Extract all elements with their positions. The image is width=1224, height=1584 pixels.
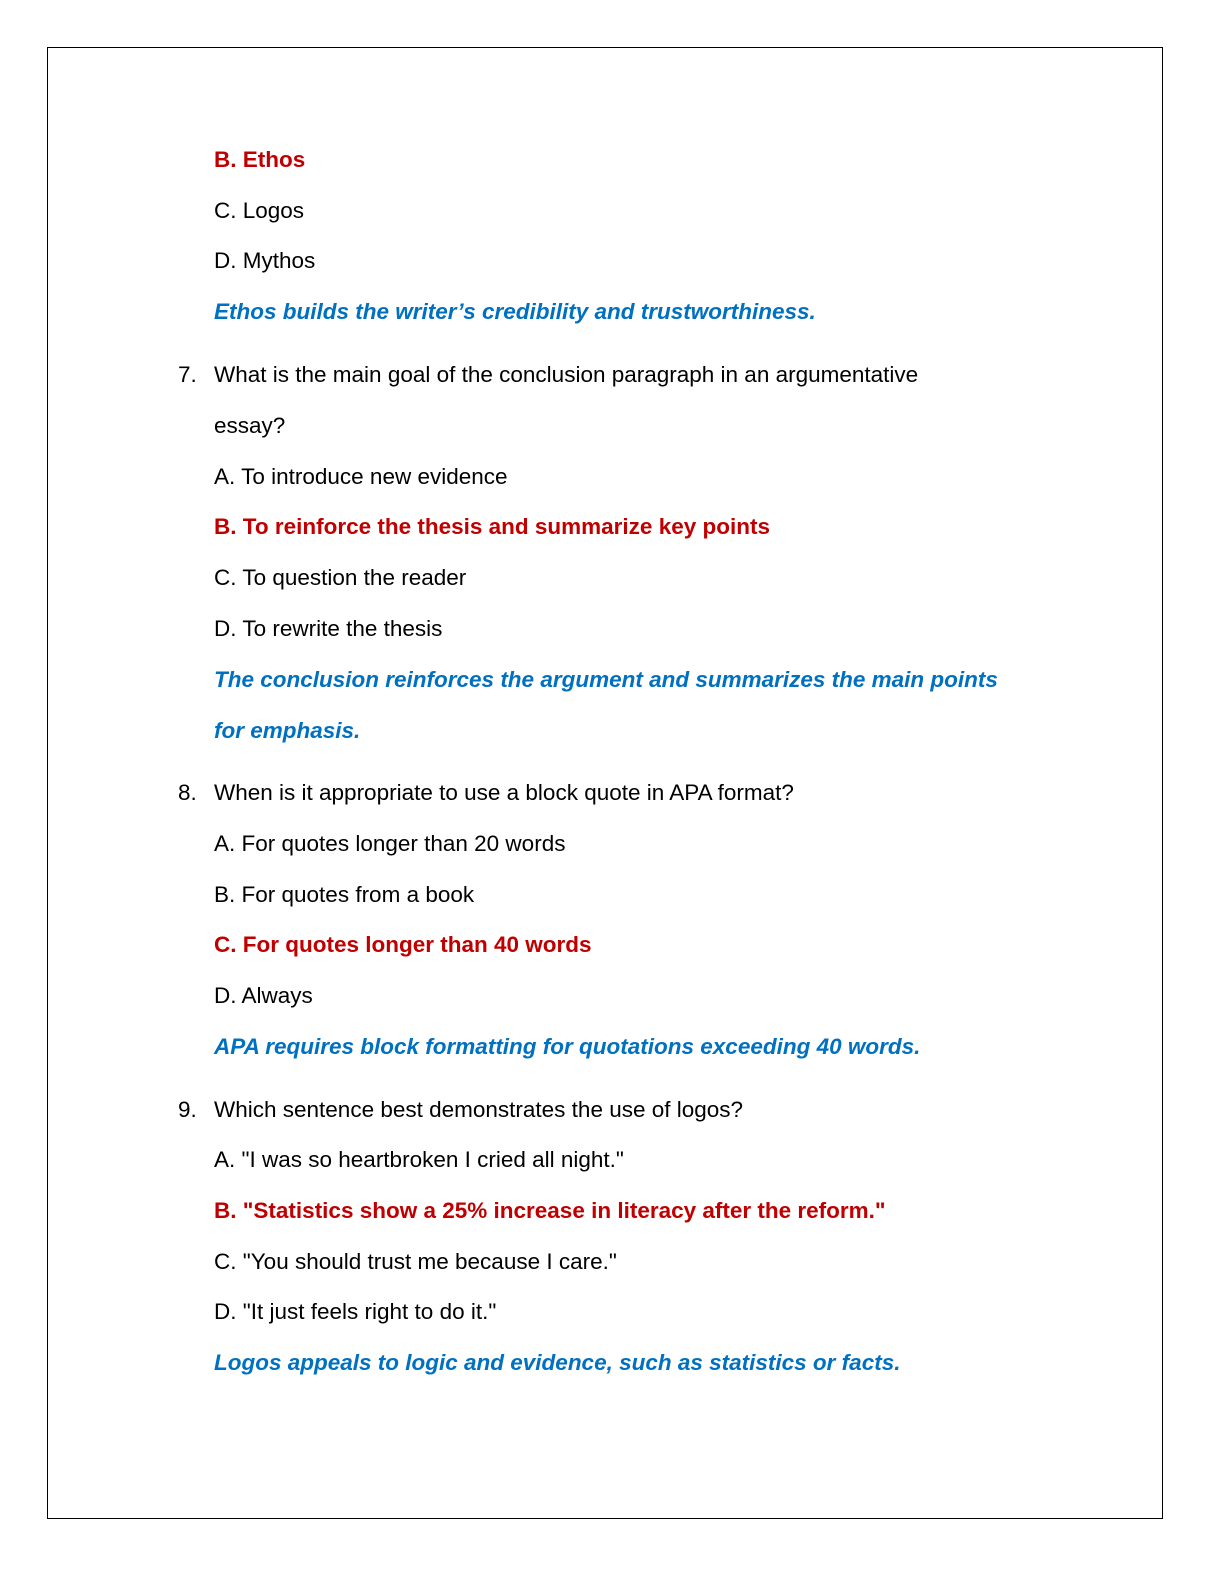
q8-explanation: APA requires block formatting for quotations exceeding 40 words.	[214, 1034, 921, 1059]
q8-option-b: B. For quotes from a book	[214, 882, 475, 907]
q9-option-a: A. "I was so heartbroken I cried all night."	[214, 1147, 624, 1172]
q7-explanation-line2: for emphasis.	[214, 718, 361, 743]
q9-explanation: Logos appeals to logic and evidence, such as statistics or facts.	[214, 1350, 901, 1375]
q8-number: 8.	[178, 780, 197, 805]
q6-option-d: D. Mythos	[214, 248, 316, 273]
q9-option-d: D. "It just feels right to do it."	[214, 1299, 497, 1324]
q6-option-b-correct: B. Ethos	[214, 147, 306, 172]
q8-option-a: A. For quotes longer than 20 words	[214, 831, 566, 856]
q7-option-b-correct: B. To reinforce the thesis and summarize key points	[214, 514, 770, 539]
q9-question: Which sentence best demonstrates the use of logos?	[214, 1097, 744, 1122]
q9-option-c: C. "You should trust me because I care."	[214, 1249, 617, 1274]
q7-option-c: C. To question the reader	[214, 565, 467, 590]
q8-question: When is it appropriate to use a block quote in APA format?	[214, 780, 794, 805]
q7-option-a: A. To introduce new evidence	[214, 464, 508, 489]
q9-option-b-correct: B. "Statistics show a 25% increase in literacy after the reform."	[214, 1198, 886, 1223]
q8-option-c-correct: C. For quotes longer than 40 words	[214, 932, 592, 957]
q7-option-d: D. To rewrite the thesis	[214, 616, 443, 641]
q7-explanation-line1: The conclusion reinforces the argument and summarizes the main points	[214, 667, 998, 692]
q7-question-line1: What is the main goal of the conclusion paragraph in an argumentative	[214, 362, 919, 387]
q7-number: 7.	[178, 362, 197, 387]
q6-option-c: C. Logos	[214, 198, 305, 223]
q7-question-line2: essay?	[214, 413, 286, 438]
q8-option-d: D. Always	[214, 983, 313, 1008]
q6-explanation: Ethos builds the writer’s credibility and trustworthiness.	[214, 299, 816, 324]
q9-number: 9.	[178, 1097, 197, 1122]
